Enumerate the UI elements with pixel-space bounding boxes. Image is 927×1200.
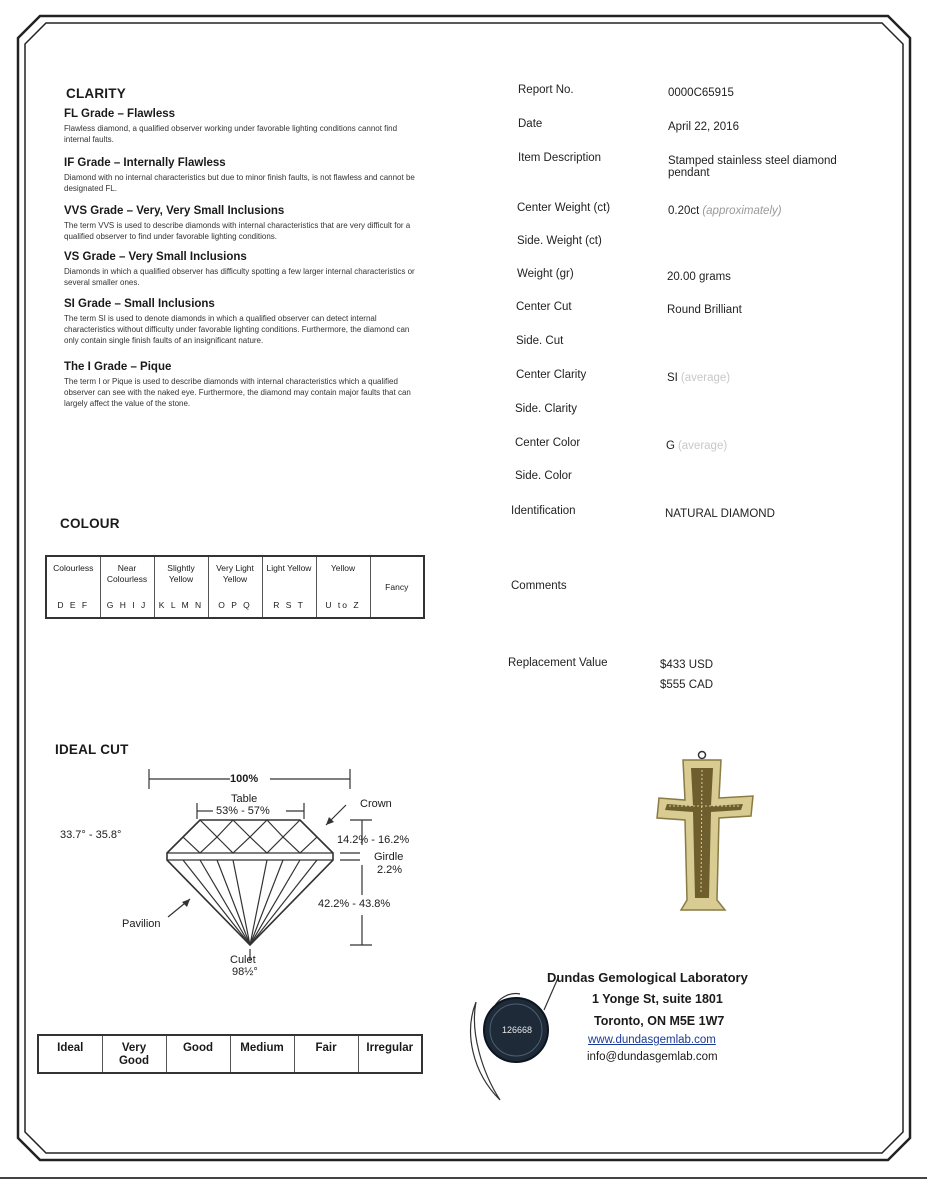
scan-edge [0,1177,927,1179]
report-row-label: Side. Color [515,470,572,482]
colour-scale-cell [316,556,370,618]
colour-scale-cell [46,556,100,618]
report-row-note: (average) [677,440,728,452]
report-row-value [666,440,866,452]
clarity-grade-item [64,205,424,242]
clarity-grade-title: VS Grade – Very Small Inclusions [64,251,247,263]
colour-grade-letters: D E F [57,600,90,610]
colour-category-name: Yellow [330,563,356,573]
cut-girdle-value: 2.2% [377,864,403,876]
replacement-usd: $433 USD [660,659,714,671]
report-row-value [665,508,865,520]
colour-grade-letters: U to Z [325,600,361,610]
clarity-grade-item [64,157,424,194]
report-row-value [668,205,868,217]
report-row-label: Comments [511,580,567,592]
clarity-grade-item [64,251,424,288]
clarity-grade-description: Diamonds in which a qualified observer has difficulty spotting a few larger internal characteristics or several smaller ones. [64,267,415,287]
report-row-label: Center Weight (ct) [517,202,611,214]
report-row-label: Date [518,118,543,130]
report-row-value-text: 0000C65915 [668,87,734,99]
clarity-grade-description: The term VVS is used to describe diamonds with internal characteristics that are very difficult for a qualified observer to find under favorable lighting conditions. [64,221,411,241]
cut-table-range: 53% - 57% [216,805,270,817]
report-row-label: Center Clarity [516,369,587,381]
replacement-cad: $555 CAD [660,679,714,691]
report-row-value-text: Round Brilliant [667,304,742,316]
report-row-label: Item Description [518,152,602,164]
report-row-value [667,372,867,384]
cut-table-label: Table [231,793,258,805]
colour-scale-table [45,555,425,619]
lab-address-2: Toronto, ON M5E 1W7 [594,1014,725,1028]
report-row-value [668,121,868,133]
clarity-title: CLARITY [66,86,126,101]
colour-title: COLOUR [60,516,120,531]
cut-pavilion-label: Pavilion [122,918,161,930]
lab-address-1: 1 Yonge St, suite 1801 [592,992,723,1006]
colour-grade-letters: G H I J [106,600,148,610]
replacement-label: Replacement Value [508,657,608,669]
lab-website-link[interactable]: www.dundasgemlab.com [588,1034,716,1046]
cut-grade-cell: Fair [294,1035,358,1073]
report-row-value-text: NATURAL DIAMOND [665,508,775,520]
colour-category-name: Slightly Yellow [167,563,195,584]
report-row-label: Side. Cut [516,335,564,347]
clarity-grade-title: VVS Grade – Very, Very Small Inclusions [64,205,285,217]
cross-pendant-image [655,748,755,918]
lab-name: Dundas Gemological Laboratory [547,970,748,985]
colour-category-name: Light Yellow [266,563,312,573]
report-row-value-text: 20.00 grams [667,271,731,283]
clarity-grade-title: FL Grade – Flawless [64,108,176,120]
colour-category-name: Very Light Yellow [216,563,254,584]
clarity-grade-description: Diamond with no internal characteristics but due to minor finish faults, is not flawless and cannot be designated FL. [64,173,415,193]
report-row-label: Side. Clarity [515,403,577,415]
report-row-value-text: SI [667,372,678,384]
clarity-grade-description: The term SI is used to denote diamonds in which a qualified observer can detect internal characteristics without difficulty under favorable lighting conditions. Furthermore, the diamond can only contain single finish faults of an insignificant nature. [64,314,410,345]
lab-email: info@dundasgemlab.com [587,1051,718,1063]
clarity-grade-title: SI Grade – Small Inclusions [64,298,215,310]
clarity-grade-item [64,361,424,409]
report-row-value [667,271,867,283]
signature-and-seal [462,972,572,1112]
cut-crown-height: 14.2% - 16.2% [337,834,410,846]
report-row-value-text: G [666,440,675,452]
cut-pavilion-depth: 42.2% - 43.8% [318,898,391,910]
cut-grade-cell: Ideal [38,1035,102,1073]
colour-grade-letters: K L M N [158,600,204,610]
cut-culet-label: Culet [230,954,256,966]
report-row-label: Center Color [515,437,581,449]
report-row-label: Weight (gr) [517,268,574,280]
report-row-label: Center Cut [516,301,572,313]
cut-grade-cell: Medium [230,1035,294,1073]
seal-number: 126668 [501,1025,533,1035]
colour-category-name: Near Colourless [106,563,148,584]
report-row-value-text: 0.20ct [668,205,700,217]
colour-scale-cell [100,556,154,618]
colour-grade-letters: R S T [273,600,305,610]
report-row-note: (average) [680,372,731,384]
ideal-cut-title: IDEAL CUT [55,742,129,757]
cut-grade-cell: Irregular [358,1035,422,1073]
cut-grade-cell: Very Good [102,1035,166,1073]
report-row-value [667,304,867,316]
report-row-value [668,87,868,99]
clarity-grade-item [64,108,424,145]
report-row-value-text: April 22, 2016 [668,121,739,133]
colour-scale-cell [262,556,316,618]
cut-grade-table [37,1034,423,1074]
colour-scale-cell: Fancy [370,556,424,618]
colour-grade-letters: O P Q [218,600,252,610]
report-row-label: Report No. [518,84,574,96]
report-row-label: Side. Weight (ct) [517,235,602,247]
cut-crown-label: Crown [360,798,392,810]
clarity-grade-description: The term I or Pique is used to describe diamonds with internal characteristics which a qualified observer can see with the naked eye. Furthermore, the diamond may contain major faults that can largely affect the value of the stone. [64,377,411,408]
colour-category-name: Colourless [53,563,94,573]
cut-grade-cell: Good [166,1035,230,1073]
clarity-grade-description: Flawless diamond, a qualified observer working under favorable lighting conditions cannot find internal faults. [64,124,398,144]
report-row-value-text: Stamped stainless steel diamond pendant [668,155,837,179]
cut-girdle-label: Girdle [374,851,404,863]
cut-total-label: 100% [230,773,259,785]
cut-crown-angle: 33.7° - 35.8° [60,829,122,841]
colour-scale-cell [154,556,208,618]
clarity-grade-title: IF Grade – Internally Flawless [64,157,226,169]
report-row-note: (approximately) [702,205,782,217]
clarity-grade-item [64,298,424,346]
cut-culet-value: 98½° [232,966,258,978]
report-row-value [668,155,868,179]
colour-scale-cell [208,556,262,618]
clarity-grade-title: The I Grade – Pique [64,361,172,373]
report-row-label: Identification [511,505,576,517]
